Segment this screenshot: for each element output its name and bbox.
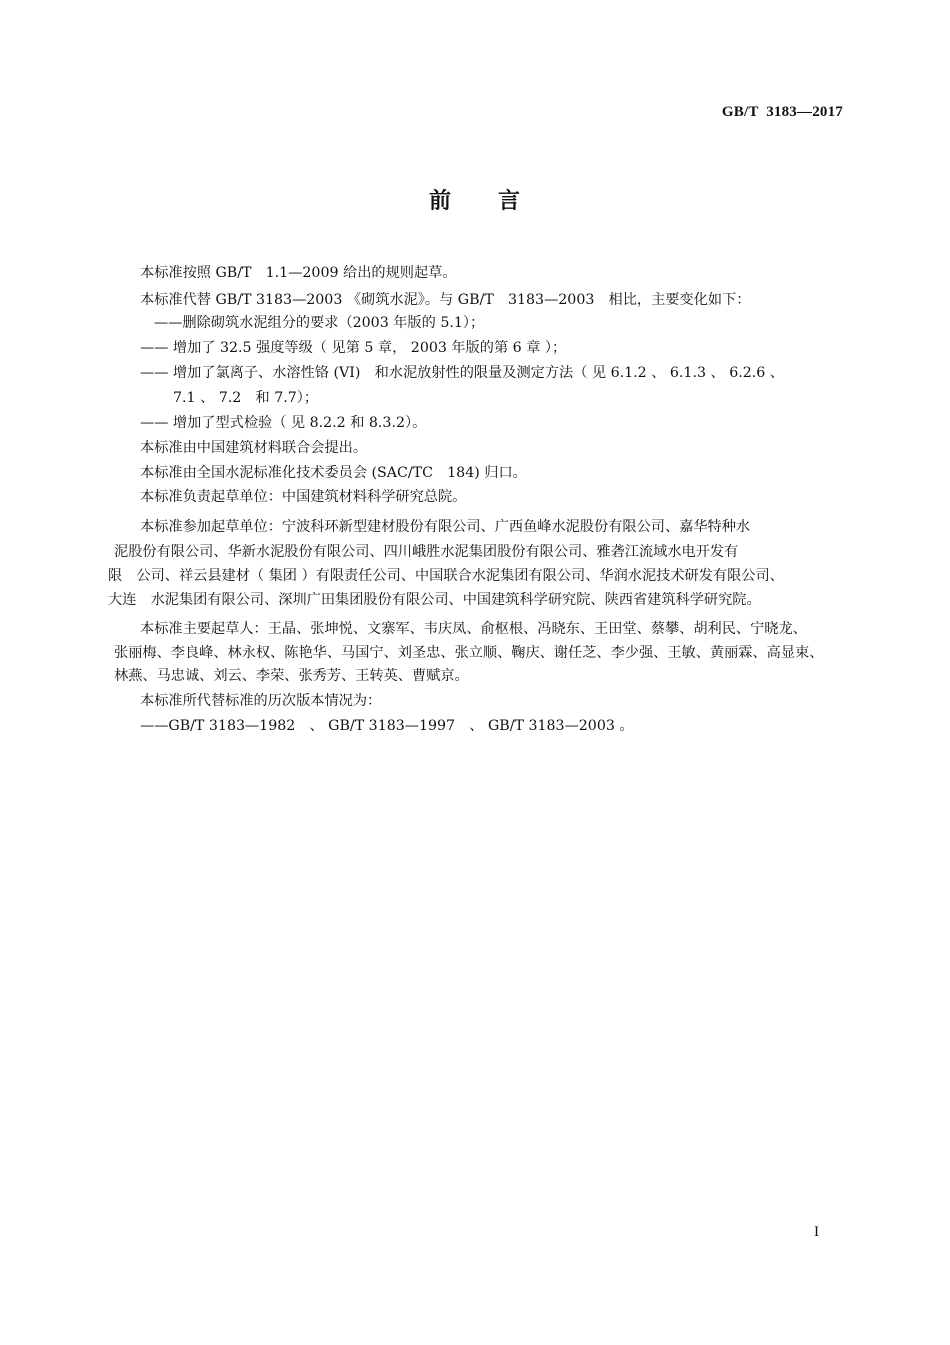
change-item-2: —— 增加了 32.5 强度等级（ 见第 5 章， 2003 年版的第 6 章 ）； <box>140 340 567 356</box>
page-title: 前 言 <box>428 189 521 214</box>
participating-units-line-1: 本标准参加起草单位：宁波科环新型建材股份有限公司、广西鱼峰水泥股份有限公司、嘉华特种水 <box>140 519 751 535</box>
paragraph-history-heading: 本标准所代替标准的历次版本情况为： <box>140 693 382 709</box>
participating-units-line-3: 限 公司、祥云县建材（ 集团 ）有限责任公司、中国联合水泥集团有限公司、华润水泥技术研发有限公司、 <box>108 568 784 584</box>
participating-units-line-4: 大连 水泥集团有限公司、深圳广田集团股份有限公司、中国建筑科学研究院、陕西省建筑科学研究院。 <box>108 592 761 608</box>
change-item-3-continued: 7.1 、 7.2 和 7.7）； <box>173 390 319 406</box>
paragraph-replacement: 本标准代替 GB/T 3183—2003 《砌筑水泥》。与 GB/T 3183—2003 相比，主要变化如下： <box>140 292 751 308</box>
history-versions: ——GB/T 3183—1982 、 GB/T 3183—1997 、 GB/T 3183—2003 。 <box>140 718 634 734</box>
paragraph-drafting-rules: 本标准按照 GB/T 1.1—2009 给出的规则起草。 <box>140 265 457 281</box>
participating-units-line-2: 泥股份有限公司、华新水泥股份有限公司、四川峨胜水泥集团股份有限公司、雅砻江流域水电开发有 <box>114 544 739 560</box>
paragraph-committee: 本标准由全国水泥标准化技术委员会 (SAC/TC 184) 归口。 <box>140 465 527 481</box>
main-drafters-line-3: 林燕、马忠诚、刘云、李荣、张秀芳、王转英、曹赋京。 <box>114 668 469 684</box>
paragraph-proposer: 本标准由中国建筑材料联合会提出。 <box>140 440 368 456</box>
main-drafters-line-2: 张丽梅、李良峰、林永权、陈艳华、马国宁、刘圣忠、张立顺、鞠庆、谢任芝、李少强、王敏、黄丽霖、高显束、 <box>114 645 824 661</box>
change-item-4: —— 增加了型式检验（ 见 8.2.2 和 8.3.2）。 <box>140 415 427 431</box>
page-number: I <box>814 1224 819 1240</box>
change-item-3: —— 增加了氯离子、水溶性铬 (VI) 和水泥放射性的限量及测定方法（ 见 6.1.2 、 6.1.3 、 6.2.6 、 <box>140 365 784 381</box>
change-item-1: ——删除砌筑水泥组分的要求（2003 年版的 5.1）； <box>154 315 485 331</box>
document-code: GB/T 3183—2017 <box>721 104 843 120</box>
main-drafters-line-1: 本标准主要起草人：王晶、张坤悦、文寨军、韦庆凤、俞枢根、冯晓东、王田堂、蔡攀、胡利民、宁晓龙、 <box>140 621 807 637</box>
paragraph-lead-drafter: 本标准负责起草单位：中国建筑材料科学研究总院。 <box>140 489 467 505</box>
